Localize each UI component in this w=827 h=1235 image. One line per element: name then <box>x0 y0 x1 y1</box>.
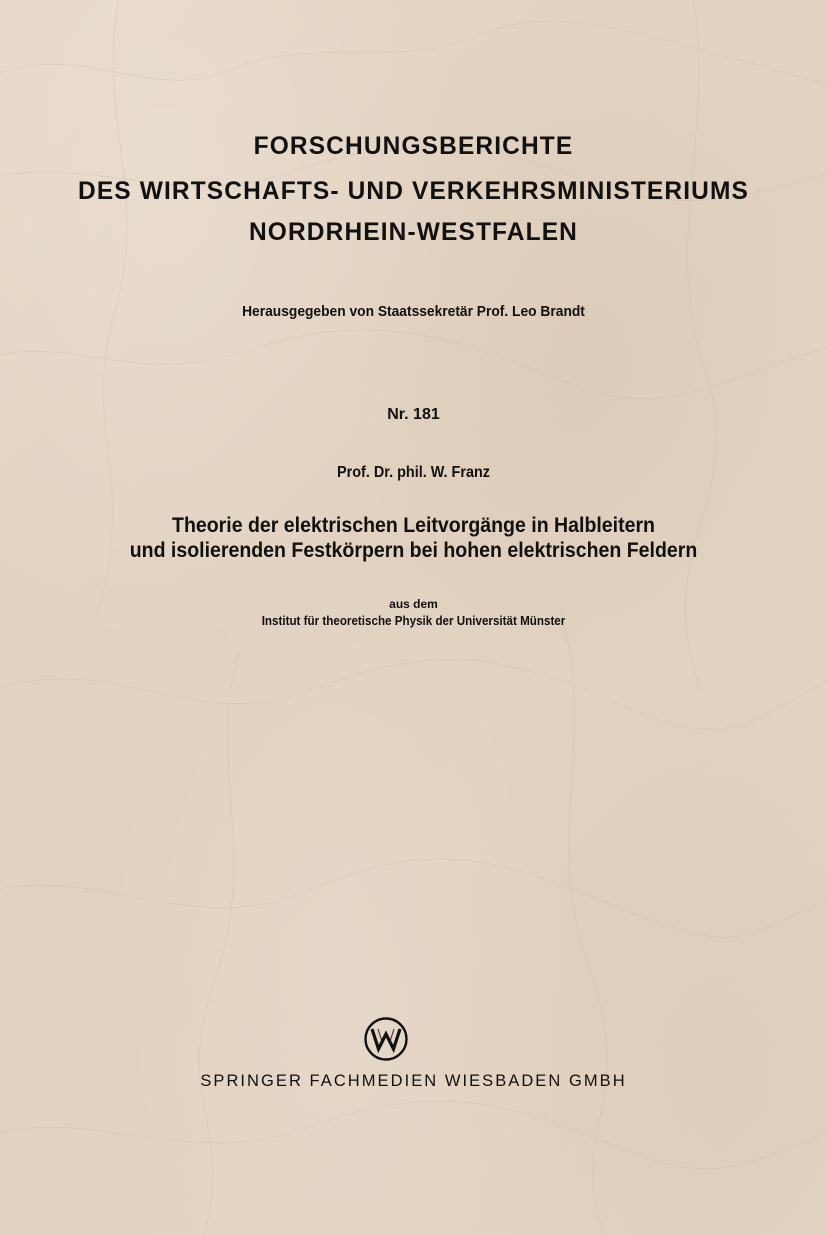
publisher-name: SPRINGER FACHMEDIEN WIESBADEN GMBH <box>200 1072 627 1090</box>
series-title-line-3: NORDRHEIN-WESTFALEN <box>248 218 579 246</box>
book-title-line-2: und isolierenden Festkörpern bei hohen elektrischen Feldern <box>129 539 698 562</box>
institute-name: Institut für theoretische Physik der Universität Münster <box>261 614 566 628</box>
report-number: Nr. 181 <box>387 406 440 423</box>
book-title-line-1: Theorie der elektrischen Leitvorgänge in Halbleitern <box>172 514 655 537</box>
series-title-line-1: FORSCHUNGSBERICHTE <box>253 132 574 160</box>
editor-credit: Herausgegeben von Staatssekretär Prof. Leo Brandt <box>242 303 585 320</box>
origin-prefix: aus dem <box>389 597 438 611</box>
author-name: Prof. Dr. phil. W. Franz <box>337 464 490 481</box>
circled-w-icon <box>363 1016 409 1062</box>
series-title-line-2: DES WIRTSCHAFTS- UND VERKEHRSMINISTERIUMS <box>78 177 749 205</box>
